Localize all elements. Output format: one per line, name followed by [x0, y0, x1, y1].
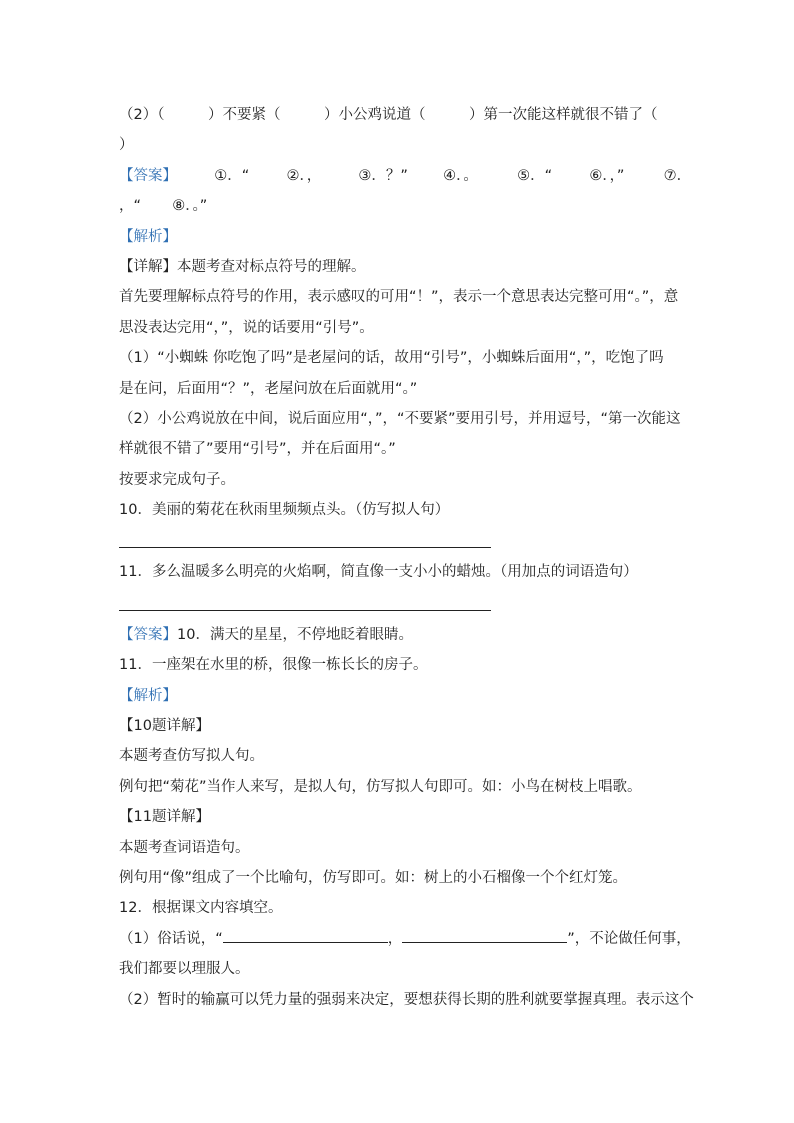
detail-11-line-2-text: 例句用“像”组成了一个比喻句，仿写即可。如：树上的小石榴像一个个红灯笼。: [119, 869, 628, 886]
analysis-tag: 【解析】: [119, 228, 177, 245]
answer-blank-10[interactable]: [119, 525, 679, 557]
detail-10-text: 【10题详解】: [119, 718, 210, 735]
analysis-heading: [119, 222, 679, 252]
paragraph-1-cont-text: 思没表达完用“，”，说的话要用“引号”。: [119, 319, 374, 336]
answer-item-5: ⑤．“: [517, 167, 553, 184]
question-12-1-prefix: （1）俗话说，“: [119, 930, 223, 947]
question-2-line: [119, 100, 679, 130]
detail-line: [119, 252, 679, 282]
fill-blank-12-1-a[interactable]: [223, 928, 388, 943]
answer2-line-10: [119, 620, 679, 650]
answer-rule-11: [119, 610, 491, 611]
answer2-11-text: 11．一座架在水里的桥，很像一栋长长的房子。: [119, 657, 428, 674]
question-12-2: [119, 985, 694, 1015]
answer-item-1: ①．“: [214, 167, 250, 184]
answer-item-7: ⑦．: [663, 167, 692, 184]
question-11-text: 11．多么温暖多么明亮的火焰啊，简直像一支小小的蜡烛。（用加点的词语造句）: [119, 564, 638, 581]
paragraph-3-cont: [119, 434, 679, 464]
paragraph-3-cont-text: 样就很不错了”要用“引号”，并在后面用“。”: [119, 441, 396, 458]
paragraph-3: [119, 404, 679, 434]
detail-10-line-1: [119, 741, 679, 771]
answer2-10-text: 10．满天的星星，不停地眨着眼睛。: [177, 626, 413, 643]
question-12-1-comma: ，: [387, 930, 403, 947]
paragraph-2-text: （1）“小蜘蛛 你吃饱了吗”是老屋问的话，故用“引号”，小蜘蛛后面用“，”，吃饱了吗: [119, 350, 664, 367]
detail-11-line-1-text: 本题考查词语造句。: [119, 839, 250, 856]
answer-blank-11[interactable]: [119, 588, 679, 620]
question-2-cont-text: ）: [119, 137, 134, 154]
analysis2-tag: 【解析】: [119, 687, 177, 704]
detail-11-text: 【11题详解】: [119, 809, 210, 826]
question-12-1-suffix: ”，不论做任何事，: [567, 930, 691, 947]
question-2-continuation: [119, 130, 679, 160]
answer-tag: 【答案】: [119, 167, 177, 184]
question-12-1-cont-text: 我们都要以理服人。: [119, 961, 250, 978]
answer-item-7-cont: ，“: [119, 198, 142, 215]
detail-10-heading: [119, 711, 679, 741]
paragraph-4: [119, 465, 679, 495]
question-12-2-text: （2）暂时的输赢可以凭力量的强弱来决定，要想获得长期的胜利就要掌握真理。表示这个: [119, 991, 694, 1008]
detail-11-line-2: [119, 863, 679, 893]
paragraph-2-cont-text: 是在问，后面用“？”，老屋问放在后面就用“。”: [119, 380, 418, 397]
detail-10-line-2: [119, 772, 679, 802]
answer2-tag: 【答案】: [119, 626, 177, 643]
analysis2-heading: [119, 681, 679, 711]
question-11: [119, 557, 679, 587]
answer-item-3: ③．？”: [358, 167, 408, 184]
answer-item-2: ②．，: [286, 167, 322, 184]
answer-item-4: ④．。: [443, 167, 478, 184]
paragraph-4-text: 按要求完成句子。: [119, 471, 235, 488]
fill-blank-12-1-b[interactable]: [402, 928, 567, 943]
answer-line-2: [119, 191, 679, 221]
document-page: [119, 100, 694, 1015]
question-12-text: 12．根据课文内容填空。: [119, 900, 283, 917]
question-2-text: （2）（ ）不要紧（ ）小公鸡说道（ ）第一次能这样就很不错了（: [119, 107, 658, 123]
answer-item-8: ⑧．。”: [172, 198, 208, 215]
question-10-text: 10．美丽的菊花在秋雨里频频点头。（仿写拟人句）: [119, 502, 450, 519]
detail-11-heading: [119, 802, 679, 832]
answer-item-6: ⑥．，”: [589, 167, 625, 184]
paragraph-2-cont: [119, 374, 679, 404]
paragraph-3-text: （2）小公鸡说放在中间，说后面应用“，”，“不要紧”要用引号，并用逗号，“第一次能这: [119, 410, 681, 427]
detail-10-line-2-text: 例句把“菊花”当作人来写，是拟人句，仿写拟人句即可。如：小鸟在树枝上唱歌。: [119, 778, 642, 795]
question-12-1: [119, 924, 691, 954]
paragraph-1-text: 首先要理解标点符号的作用，表示感叹的可用“！”，表示一个意思表达完整可用“。”，意: [119, 289, 679, 306]
detail-11-line-1: [119, 833, 679, 863]
paragraph-2: [119, 343, 679, 373]
answer-rule-10: [119, 547, 491, 548]
paragraph-1-cont: [119, 313, 679, 343]
detail-text: 【详解】本题考查对标点符号的理解。: [119, 258, 366, 275]
paragraph-1: [119, 282, 679, 312]
answer2-line-11: [119, 650, 679, 680]
question-10: [119, 495, 679, 525]
detail-10-line-1-text: 本题考查仿写拟人句。: [119, 748, 264, 765]
question-12: [119, 893, 679, 923]
answer-line-1: [119, 161, 692, 191]
question-12-1-cont: [119, 954, 679, 984]
